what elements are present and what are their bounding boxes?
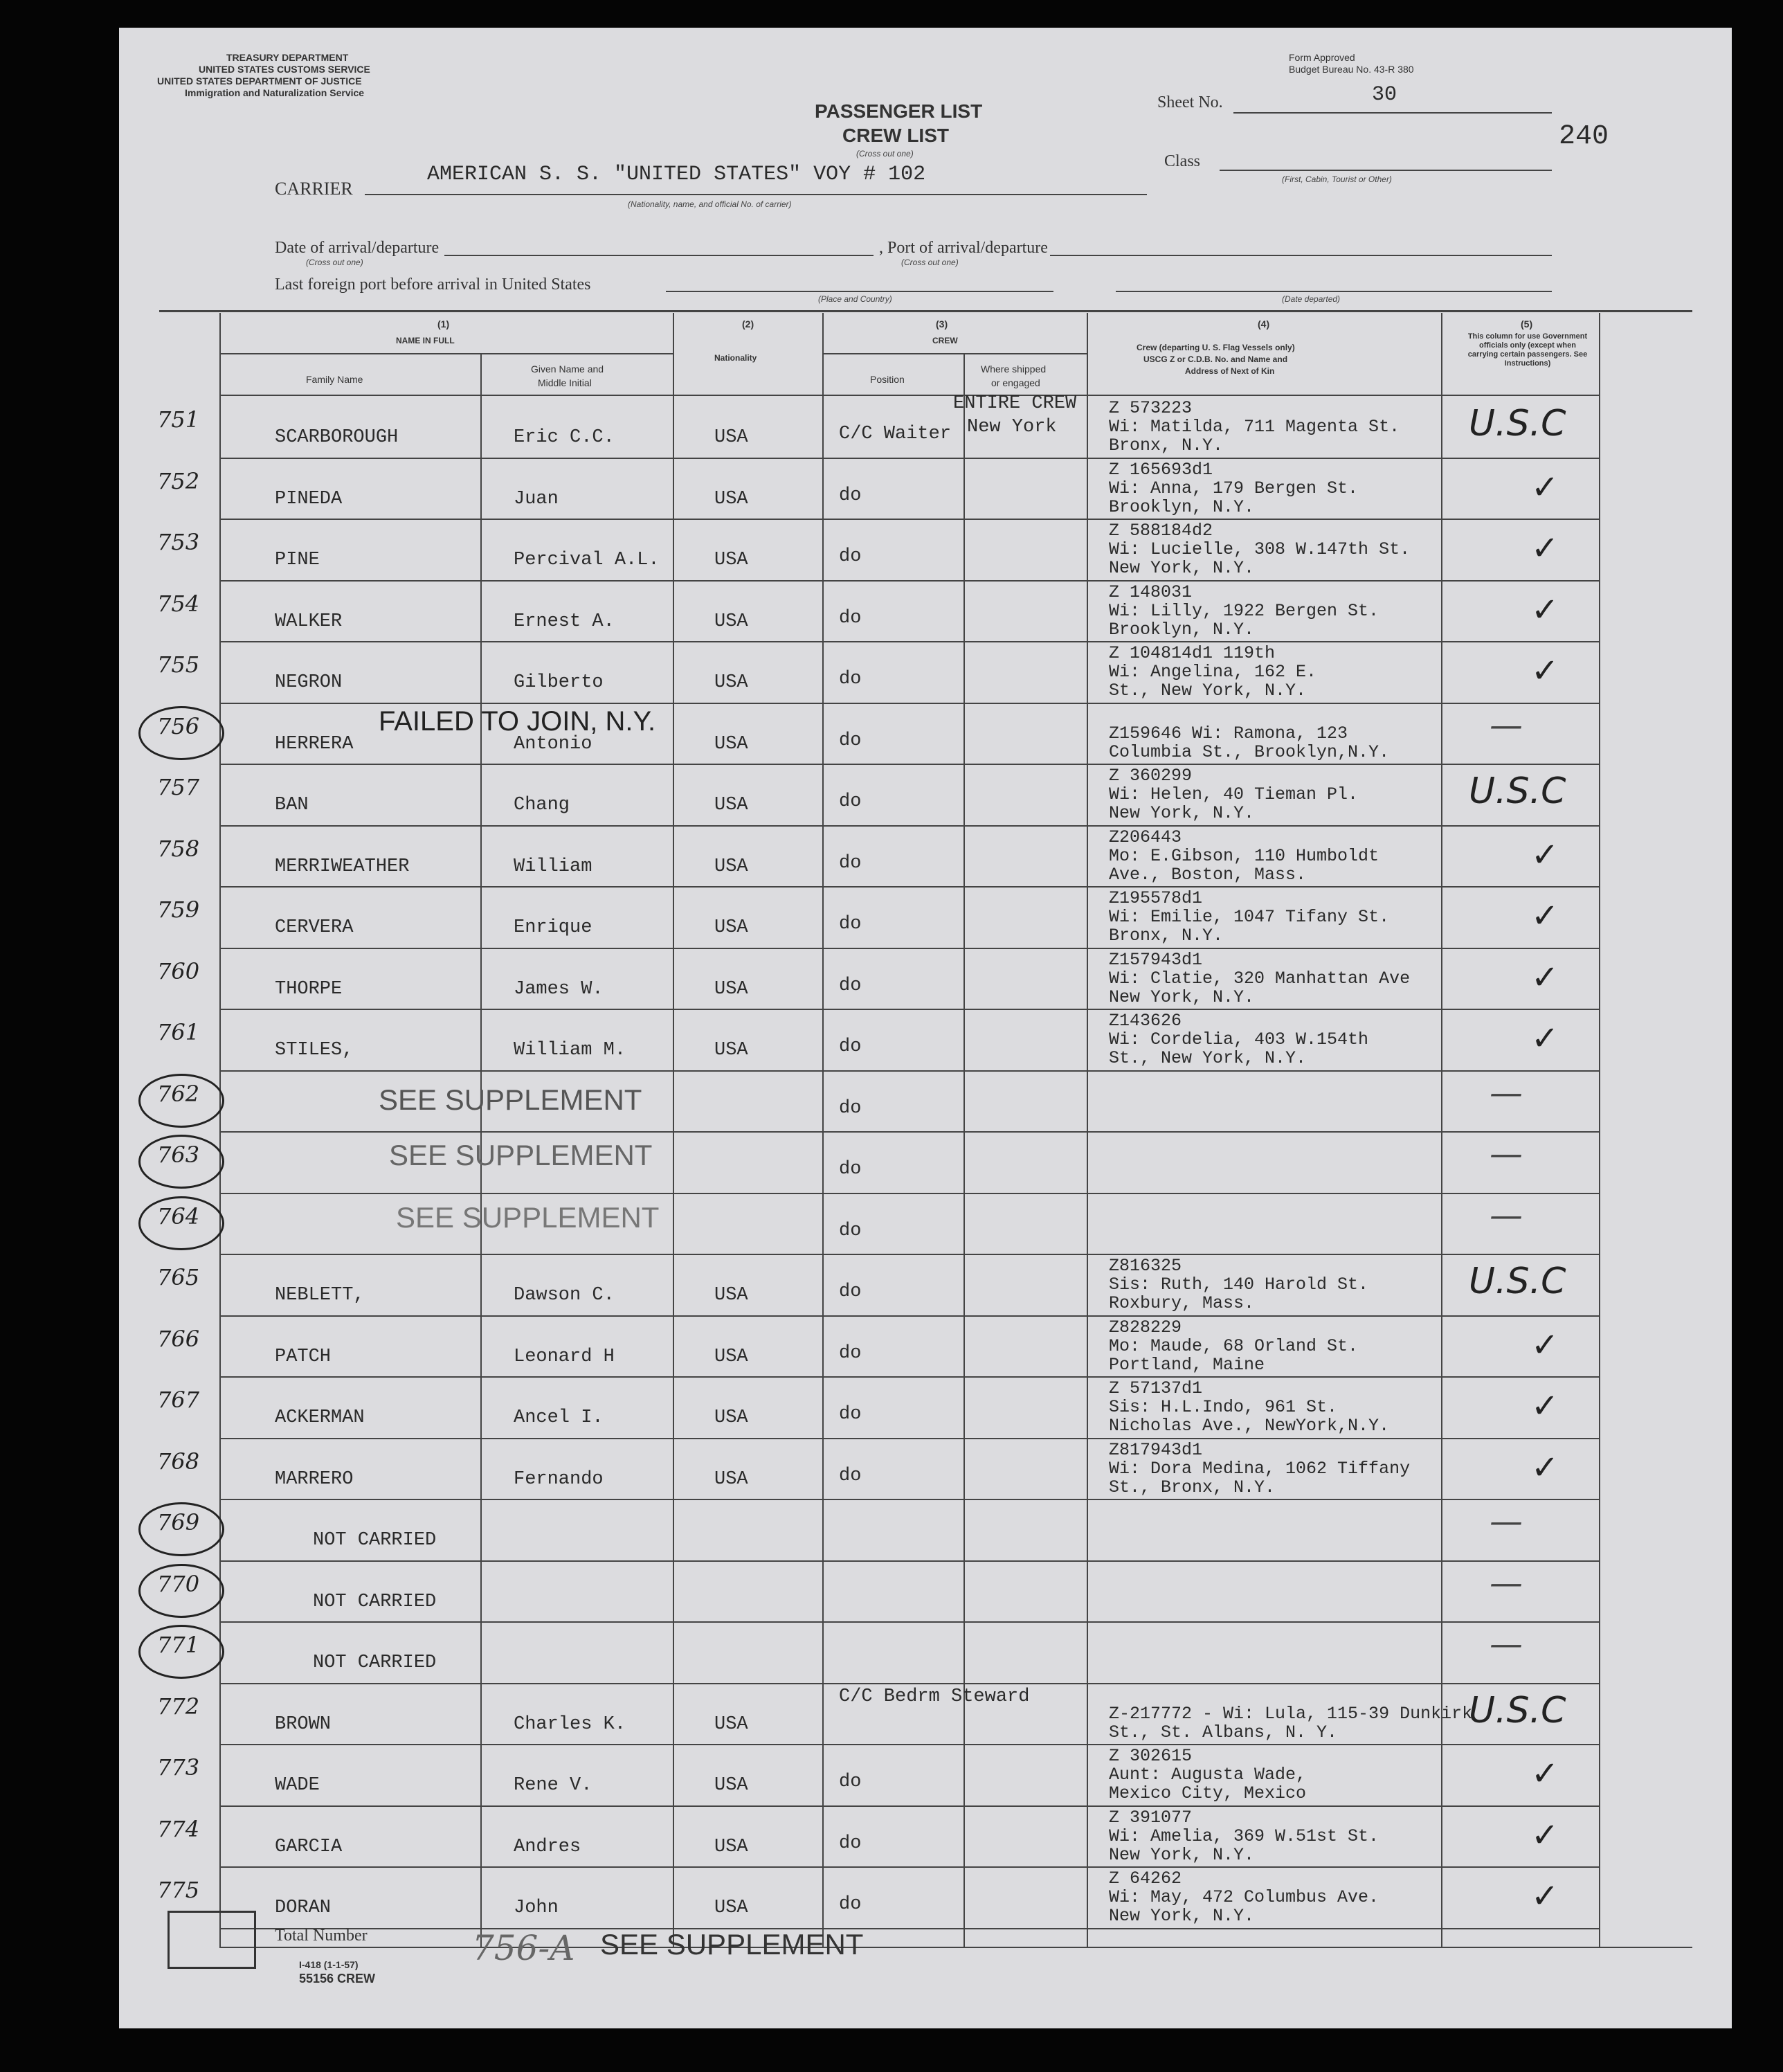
col5-text: This column for use Government officials only (except when carrying certain passengers. See Instructions) xyxy=(1467,332,1588,368)
kin-line-1: Z143626 xyxy=(1109,1011,1182,1031)
row-divider xyxy=(219,458,1599,459)
row-divider xyxy=(219,580,1599,582)
row-divider xyxy=(219,1438,1599,1439)
row-number: 757 xyxy=(157,774,200,800)
row-divider xyxy=(219,1621,1599,1623)
row-number-circle xyxy=(138,1196,224,1250)
col-shipped-1: Where shipped xyxy=(981,363,1047,375)
nationality: USA xyxy=(714,1898,748,1918)
row-divider xyxy=(219,764,1599,765)
family-name: MARRERO xyxy=(275,1468,354,1490)
given-name: Ernest A. xyxy=(514,611,615,632)
position: do xyxy=(839,1342,862,1364)
total-box xyxy=(168,1911,256,1969)
row-divider xyxy=(219,1744,1599,1745)
kin-line-1: Z817943d1 xyxy=(1109,1439,1203,1460)
position: do xyxy=(839,1220,862,1241)
position: do xyxy=(839,1281,862,1302)
row-number: 758 xyxy=(157,835,200,862)
kin-line-1: Z195578d1 xyxy=(1109,888,1203,908)
given-name: Charles K. xyxy=(514,1713,626,1735)
given-name: Juan xyxy=(514,488,559,510)
official-mark: ✓ xyxy=(1531,1877,1559,1916)
title-crew: CREW LIST xyxy=(842,125,949,146)
nationality: USA xyxy=(714,795,748,816)
kin-line-2: Wi: May, 472 Columbus Ave. xyxy=(1109,1887,1379,1907)
kin-line-2: Wi: Helen, 40 Tieman Pl. xyxy=(1109,784,1359,804)
title-passenger: PASSENGER LIST xyxy=(815,100,983,122)
position: do xyxy=(839,1832,862,1854)
kin-line-1: Z 573223 xyxy=(1109,398,1193,418)
nationality: USA xyxy=(714,1285,748,1306)
nationality: USA xyxy=(714,856,748,877)
given-name: Enrique xyxy=(514,917,592,938)
col-family: Family Name xyxy=(306,374,363,385)
official-mark: — xyxy=(1490,1625,1523,1664)
kin-line-2: Wi: Amelia, 369 W.51st St. xyxy=(1109,1826,1379,1846)
official-mark: ✓ xyxy=(1531,467,1559,507)
official-mark: — xyxy=(1490,705,1523,745)
given-name: Fernando xyxy=(514,1468,604,1490)
entire-crew-note: ENTIRE CREW xyxy=(953,393,1077,414)
row-divider xyxy=(219,1009,1599,1010)
kin-line-2: Z159646 Wi: Ramona, 123 xyxy=(1109,723,1348,744)
kin-line-1: Z 165693d1 xyxy=(1109,459,1213,480)
supplement-note: 756-A xyxy=(472,1928,575,1968)
official-mark: ✓ xyxy=(1531,835,1559,874)
row-divider xyxy=(219,1254,1599,1255)
kin-line-2: Sis: H.L.Indo, 961 St. xyxy=(1109,1397,1338,1417)
agency-3: UNITED STATES DEPARTMENT OF JUSTICE xyxy=(157,75,362,87)
row-divider xyxy=(219,1683,1599,1684)
given-name: Antonio xyxy=(514,733,592,755)
position: do xyxy=(839,1404,862,1425)
position: do xyxy=(839,607,862,629)
official-mark: ✓ xyxy=(1531,1815,1559,1855)
official-mark: ✓ xyxy=(1531,1754,1559,1793)
kin-line-2: Aunt: Augusta Wade, xyxy=(1109,1765,1307,1785)
kin-line-3: Ave., Boston, Mass. xyxy=(1109,864,1307,885)
family-name: WALKER xyxy=(275,611,343,632)
official-mark: U.S.C xyxy=(1469,771,1566,812)
kin-line-2: Z-217772 - Wi: Lula, 115-39 Dunkirk xyxy=(1109,1703,1473,1724)
row-divider xyxy=(219,1928,1599,1929)
row-divider xyxy=(219,641,1599,642)
row-number-circle xyxy=(138,1564,224,1618)
given-name: Rene V. xyxy=(514,1775,592,1796)
position: do xyxy=(839,1159,862,1180)
official-mark: — xyxy=(1490,1135,1523,1173)
position: do xyxy=(839,1036,862,1057)
nationality: USA xyxy=(714,917,748,938)
row-number: 754 xyxy=(157,590,200,617)
row-number-circle xyxy=(138,1135,224,1189)
given-name: Chang xyxy=(514,795,570,816)
kin-line-2: Wi: Emilie, 1047 Tifany St. xyxy=(1109,907,1390,927)
carrier-hint: (Nationality, name, and official No. of carrier) xyxy=(628,199,792,209)
row-divider xyxy=(219,1131,1599,1133)
nationality: USA xyxy=(714,1407,748,1428)
agency-2: UNITED STATES CUSTOMS SERVICE xyxy=(199,64,370,75)
row-number: 755 xyxy=(157,651,200,678)
position: do xyxy=(839,730,862,751)
row-number: 762 xyxy=(157,1080,200,1107)
row-number: 753 xyxy=(157,529,200,555)
row-number-circle xyxy=(138,706,224,760)
family-name: HERRERA xyxy=(275,733,354,755)
official-mark: — xyxy=(1490,1563,1523,1603)
kin-line-2: Wi: Lilly, 1922 Bergen St. xyxy=(1109,600,1379,621)
col-given-1: Given Name and xyxy=(531,363,604,375)
supplement-stamp-3: SEE SUPPLEMENT xyxy=(396,1201,660,1234)
official-mark: ✓ xyxy=(1531,529,1559,568)
position: do xyxy=(839,1465,862,1486)
row-number: 764 xyxy=(157,1202,200,1229)
document-sheet xyxy=(119,28,1732,2028)
kin-line-2: Wi: Matilda, 711 Magenta St. xyxy=(1109,417,1400,437)
position: do xyxy=(839,1894,862,1915)
given-name: Dawson C. xyxy=(514,1285,615,1306)
position: C/C Waiter xyxy=(839,424,952,444)
given-name: William xyxy=(514,856,592,877)
family-name: DORAN xyxy=(275,1898,332,1918)
nationality: USA xyxy=(714,1775,748,1796)
family-name: BAN xyxy=(275,795,309,816)
row-divider xyxy=(219,948,1599,949)
position: do xyxy=(839,914,862,935)
col-given-2: Middle Initial xyxy=(538,377,592,388)
row-number: 772 xyxy=(157,1693,200,1720)
kin-line-1: Z 104814d1 119th xyxy=(1109,643,1276,663)
form-code: I-418 (1-1-57) xyxy=(299,1959,359,1970)
nationality: USA xyxy=(714,672,748,693)
row-number: 767 xyxy=(157,1387,200,1413)
kin-line-3: Nicholas Ave., NewYork,N.Y. xyxy=(1109,1416,1390,1436)
kin-line-2: Wi: Dora Medina, 1062 Tiffany xyxy=(1109,1458,1411,1479)
kin-line-1: Z157943d1 xyxy=(1109,949,1203,970)
form-crew: 55156 CREW xyxy=(299,1972,376,1985)
port-hint: (Cross out one) xyxy=(901,258,959,267)
budget-bureau: Budget Bureau No. 43-R 380 xyxy=(1289,64,1414,75)
kin-line-3: New York, N.Y. xyxy=(1109,987,1255,1007)
nationality: USA xyxy=(714,978,748,1000)
official-mark: ✓ xyxy=(1531,590,1559,629)
nationality: USA xyxy=(714,1713,748,1735)
kin-line-2: Wi: Cordelia, 403 W.154th xyxy=(1109,1029,1369,1049)
row-number: 770 xyxy=(157,1570,200,1597)
supplement-stamp-2: SEE SUPPLEMENT xyxy=(389,1139,653,1171)
date-hint: (Cross out one) xyxy=(306,258,363,267)
row-divider xyxy=(219,1560,1599,1562)
nationality: USA xyxy=(714,1040,748,1061)
official-mark: — xyxy=(1490,1502,1523,1541)
kin-line-1: Z206443 xyxy=(1109,827,1182,847)
kin-line-1: Z 64262 xyxy=(1109,1868,1182,1889)
kin-line-2: Mo: E.Gibson, 110 Humboldt xyxy=(1109,845,1379,866)
official-mark: — xyxy=(1490,1073,1523,1112)
row-number: 773 xyxy=(157,1754,200,1781)
shipped-at: New York xyxy=(967,417,1057,438)
kin-line-1: Z 360299 xyxy=(1109,766,1193,786)
official-mark: ✓ xyxy=(1531,1019,1559,1058)
kin-line-3: St., Bronx, N.Y. xyxy=(1109,1477,1276,1497)
row-number-circle xyxy=(138,1074,224,1128)
kin-line-1: Z 391077 xyxy=(1109,1807,1193,1828)
col2-num: (2) xyxy=(742,318,754,330)
kin-line-1: Z 588184d2 xyxy=(1109,521,1213,541)
nationality: USA xyxy=(714,427,748,448)
kin-line-3: New York, N.Y. xyxy=(1109,1844,1255,1865)
row-number: 774 xyxy=(157,1815,200,1842)
family-name: NOT CARRIED xyxy=(313,1652,437,1673)
carrier-value: AMERICAN S. S. "UNITED STATES" VOY # 102 xyxy=(427,163,926,186)
family-name: CERVERA xyxy=(275,917,354,938)
col3-num: (3) xyxy=(936,318,948,330)
row-divider xyxy=(219,519,1599,520)
row-number: 752 xyxy=(157,467,200,494)
col4-l2: USCG Z or C.D.B. No. and Name and xyxy=(1143,354,1288,364)
col4-l3: Address of Next of Kin xyxy=(1185,366,1275,376)
family-name: BROWN xyxy=(275,1713,332,1735)
row-divider xyxy=(219,825,1599,827)
position: C/C Bedrm Steward xyxy=(839,1686,1030,1707)
carrier-label: CARRIER xyxy=(275,179,353,199)
family-name: NEBLETT, xyxy=(275,1285,365,1306)
kin-line-3: Portland, Maine xyxy=(1109,1354,1265,1375)
agency-4: Immigration and Naturalization Service xyxy=(185,87,365,98)
row-number: 751 xyxy=(157,406,200,433)
col1-title: NAME IN FULL xyxy=(396,336,455,345)
given-name: Percival A.L. xyxy=(514,550,660,570)
page-number: 240 xyxy=(1559,121,1609,152)
position: do xyxy=(839,852,862,874)
row-number: 768 xyxy=(157,1448,200,1475)
position: do xyxy=(839,975,862,996)
last-port-label: Last foreign port before arrival in United States xyxy=(275,276,591,294)
nationality: USA xyxy=(714,733,748,755)
row-number-circle xyxy=(138,1625,224,1679)
official-mark: U.S.C xyxy=(1469,1261,1566,1302)
kin-line-3: Roxbury, Mass. xyxy=(1109,1293,1255,1313)
col4-l1: Crew (departing U. S. Flag Vessels only) xyxy=(1137,343,1295,352)
row-divider xyxy=(219,1315,1599,1317)
row-number: 763 xyxy=(157,1142,200,1168)
place-hint: (Place and Country) xyxy=(818,294,892,304)
kin-line-3: St., St. Albans, N. Y. xyxy=(1109,1722,1338,1742)
row-number: 765 xyxy=(157,1264,200,1290)
class-hint: (First, Cabin, Tourist or Other) xyxy=(1282,174,1392,184)
official-mark: ✓ xyxy=(1531,1387,1559,1425)
row-divider xyxy=(219,1070,1599,1072)
official-mark: ✓ xyxy=(1531,1325,1559,1364)
nationality: USA xyxy=(714,488,748,510)
given-name: Ancel I. xyxy=(514,1407,604,1428)
nationality: USA xyxy=(714,1836,748,1857)
kin-line-2: Wi: Anna, 179 Bergen St. xyxy=(1109,478,1359,498)
nationality: USA xyxy=(714,1346,748,1367)
kin-line-1: Z816325 xyxy=(1109,1256,1182,1276)
family-name: PINEDA xyxy=(275,488,343,510)
sheet-label: Sheet No. xyxy=(1157,93,1223,111)
kin-line-3: St., New York, N.Y. xyxy=(1109,681,1307,701)
supplement-stamp-footer: SEE SUPPLEMENT xyxy=(600,1928,864,1961)
given-name: John xyxy=(514,1898,559,1918)
col2-title: Nationality xyxy=(714,353,757,363)
row-number: 766 xyxy=(157,1325,200,1352)
position: do xyxy=(839,485,862,506)
family-name: WADE xyxy=(275,1775,320,1796)
kin-line-3: Bronx, N.Y. xyxy=(1109,435,1224,456)
date-label: Date of arrival/departure xyxy=(275,239,440,257)
port-label: , Port of arrival/departure xyxy=(879,239,1048,257)
row-number: 756 xyxy=(157,712,200,739)
kin-line-2: Wi: Clatie, 320 Manhattan Ave xyxy=(1109,968,1411,989)
col-position: Position xyxy=(870,374,905,385)
col3-title: CREW xyxy=(932,336,958,345)
row-number: 769 xyxy=(157,1509,200,1535)
family-name: NEGRON xyxy=(275,672,343,693)
row-divider xyxy=(219,1193,1599,1194)
position: do xyxy=(839,546,862,567)
given-name: Leonard H xyxy=(514,1346,615,1367)
failed-stamp: FAILED TO JOIN, N.Y. xyxy=(379,706,656,737)
class-label: Class xyxy=(1164,152,1201,170)
kin-line-3: New York, N.Y. xyxy=(1109,558,1255,578)
given-name: Andres xyxy=(514,1836,581,1857)
col5-num: (5) xyxy=(1521,318,1533,330)
family-name: GARCIA xyxy=(275,1836,343,1857)
official-mark: ✓ xyxy=(1531,957,1559,997)
supplement-stamp-1: SEE SUPPLEMENT xyxy=(379,1083,642,1116)
kin-line-1: Z 302615 xyxy=(1109,1746,1193,1766)
official-mark: ✓ xyxy=(1531,897,1559,935)
kin-line-1: Z 148031 xyxy=(1109,582,1193,602)
family-name: THORPE xyxy=(275,978,343,1000)
kin-line-3: Brooklyn, N.Y. xyxy=(1109,619,1255,640)
date-departed-hint: (Date departed) xyxy=(1282,294,1341,304)
official-mark: U.S.C xyxy=(1469,403,1566,444)
row-divider xyxy=(219,1805,1599,1807)
official-mark: ✓ xyxy=(1531,1448,1559,1487)
kin-line-3: New York, N.Y. xyxy=(1109,803,1255,823)
nationality: USA xyxy=(714,1468,748,1490)
sheet-number: 30 xyxy=(1372,83,1397,107)
kin-line-2: Mo: Maude, 68 Orland St. xyxy=(1109,1335,1359,1356)
row-number: 761 xyxy=(157,1019,200,1045)
family-name: NOT CARRIED xyxy=(313,1530,437,1551)
kin-line-2: Wi: Lucielle, 308 W.147th St. xyxy=(1109,539,1411,559)
official-mark: — xyxy=(1490,1196,1523,1235)
row-number: 760 xyxy=(157,957,200,984)
kin-line-3: St., New York, N.Y. xyxy=(1109,1048,1307,1068)
nationality: USA xyxy=(714,611,748,632)
row-number: 775 xyxy=(157,1877,200,1903)
family-name: PINE xyxy=(275,550,320,570)
row-divider xyxy=(219,703,1599,704)
title-crossout: (Cross out one) xyxy=(856,149,914,159)
kin-line-3: Mexico City, Mexico xyxy=(1109,1783,1307,1803)
family-name: STILES, xyxy=(275,1040,354,1061)
given-name: James W. xyxy=(514,978,604,1000)
form-approved: Form Approved xyxy=(1289,52,1355,63)
nationality: USA xyxy=(714,550,748,570)
kin-line-3: Bronx, N.Y. xyxy=(1109,926,1224,946)
kin-line-3: Columbia St., Brooklyn,N.Y. xyxy=(1109,741,1390,762)
kin-line-3: New York, N.Y. xyxy=(1109,1906,1255,1926)
position: do xyxy=(839,1097,862,1119)
position: do xyxy=(839,791,862,812)
row-divider xyxy=(219,1499,1599,1500)
kin-line-2: Sis: Ruth, 140 Harold St. xyxy=(1109,1274,1369,1295)
given-name: Gilberto xyxy=(514,672,604,693)
family-name: SCARBOROUGH xyxy=(275,427,399,448)
row-number-circle xyxy=(138,1502,224,1556)
official-mark: U.S.C xyxy=(1469,1689,1566,1731)
col4-num: (4) xyxy=(1258,318,1270,330)
position: do xyxy=(839,1772,862,1792)
family-name: ACKERMAN xyxy=(275,1407,365,1428)
total-label: Total Number xyxy=(275,1927,368,1945)
col-shipped-2: or engaged xyxy=(991,377,1040,388)
kin-line-1: Z828229 xyxy=(1109,1317,1182,1337)
col1-num: (1) xyxy=(437,318,450,330)
given-name: Eric C.C. xyxy=(514,427,615,448)
official-mark: ✓ xyxy=(1531,651,1559,690)
family-name: NOT CARRIED xyxy=(313,1591,437,1612)
position: do xyxy=(839,669,862,690)
agency-1: TREASURY DEPARTMENT xyxy=(226,52,349,63)
kin-line-2: Wi: Angelina, 162 E. xyxy=(1109,662,1317,682)
family-name: MERRIWEATHER xyxy=(275,856,410,877)
row-divider xyxy=(219,1376,1599,1378)
given-name: William M. xyxy=(514,1040,626,1061)
row-divider xyxy=(219,1866,1599,1868)
row-number: 759 xyxy=(157,897,200,923)
row-number: 771 xyxy=(157,1632,200,1658)
family-name: PATCH xyxy=(275,1346,332,1367)
row-divider xyxy=(219,886,1599,888)
kin-line-1: Z 57137d1 xyxy=(1109,1378,1203,1398)
kin-line-3: Brooklyn, N.Y. xyxy=(1109,496,1255,517)
